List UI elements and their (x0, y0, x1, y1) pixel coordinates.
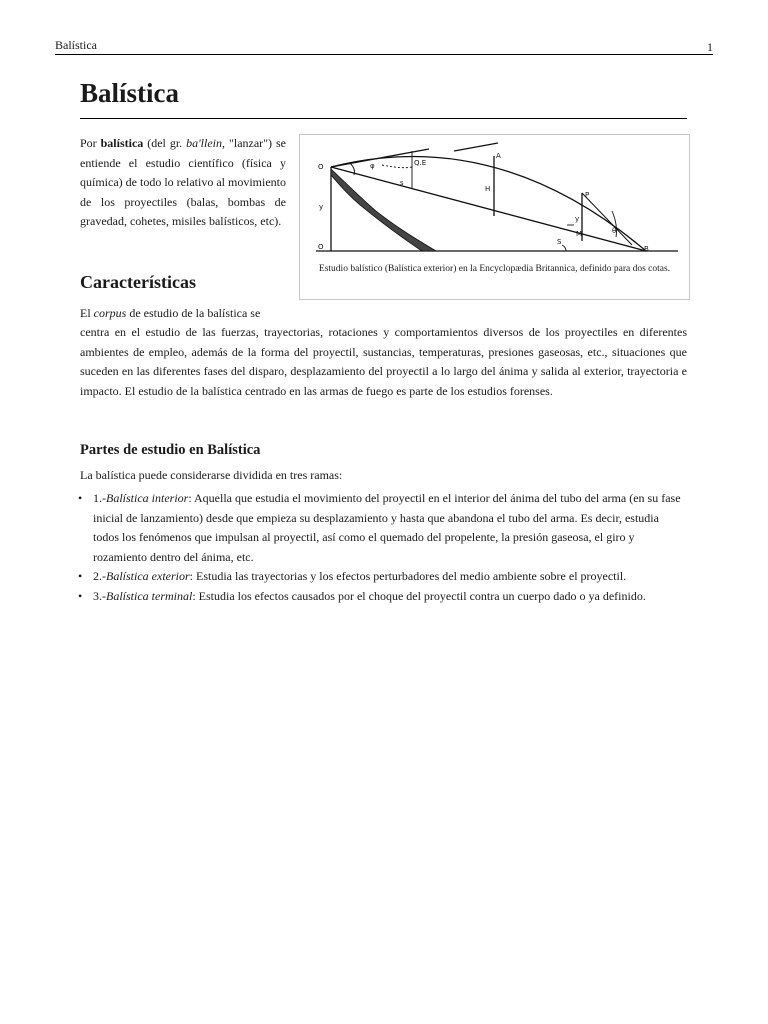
item-number: 2.- (93, 569, 106, 583)
label-y-left: y (319, 203, 324, 211)
chord-p-b (582, 193, 632, 245)
item-text: : Aquella que estudia el movimiento del proyectil en el interior del ánima del tubo del arma (en su fase inicial de lanzamiento) desde que empieza su desplazamiento y hasta que abandona el tubo del arma. Es decir, estudia todos los fenómenos que impulsan al proyectil, así como el quemado del propelente, la presión gaseosa, el giro y rozamiento dentro del ánima, etc. (93, 491, 681, 564)
article-title: Balística (80, 78, 179, 108)
characteristics-paragraph: centra en el estudio de las fuerzas, trayectorias, rotaciones y comportamientos diversos de los proyectiles en diferentes ambientes de empleo, además de la forma del proyectil, sustancias, temperaturas, presiones gaseosas, etc., situaciones que suceden en las diferentes fases del disparo, desplazamiento del proyectil a lo largo del ánima y salida al exterior, trayectoria e impacto. El estudio de la balística centrado en las armas de fuego es parte de los estudios forenses. (80, 325, 687, 398)
label-a: A (496, 152, 501, 160)
characteristics-heading: Características (80, 272, 196, 292)
intro-greek: ba'llein (186, 136, 223, 150)
characteristics-first-line (80, 304, 286, 324)
label-q: Q.E (414, 159, 427, 167)
bullet-glyph: • (78, 588, 83, 603)
list-item (80, 567, 687, 587)
title-divider (80, 118, 687, 119)
item-number: 3.- (93, 588, 106, 603)
intro-paragraph (80, 134, 286, 232)
bullet-glyph: • (78, 491, 83, 505)
label-o-bottom: O (318, 243, 324, 251)
label-y: y (575, 215, 580, 223)
item-text: : Estudia las trayectorias y los efectos perturbadores del medio ambiente sobre el proyectil. (189, 569, 627, 583)
figure-caption: Estudio balístico (Balística exterior) en la Encyclopædia Britannica, definido para dos cotas. (318, 264, 671, 274)
branches-list (80, 489, 687, 606)
angle-arc-s (562, 245, 566, 251)
item-term: Balística exterior (106, 569, 190, 583)
label-b: B (644, 245, 649, 253)
line-of-sight (331, 167, 646, 251)
item-text: : Estudia los efectos causados por el choque del proyectil contra un cuerpo dado o ya definido. (192, 588, 646, 603)
intro-term: balística (100, 136, 144, 150)
tangent-line (454, 143, 498, 151)
item-term: Balística interior (106, 491, 189, 505)
label-s-upper: s (400, 179, 404, 187)
item-term: Balística terminal (106, 588, 193, 603)
label-h: H (485, 185, 491, 193)
trajectory-diagram (312, 141, 678, 257)
running-header (55, 36, 713, 55)
figure-ballistics (299, 134, 690, 300)
dashed-arc (382, 165, 412, 168)
intro-pre: Por (80, 136, 101, 150)
label-o-top: O (318, 163, 324, 171)
label-p: P (585, 191, 590, 199)
item-number: 1.- (93, 491, 106, 505)
running-header-title: Balística (55, 38, 97, 52)
label-m: M (576, 230, 583, 238)
list-item (80, 587, 687, 607)
corpus-post: de estudio de la balística se (126, 306, 261, 320)
bullet-glyph: • (78, 569, 83, 583)
page-number: 1 (707, 40, 713, 54)
label-phi: φ (370, 162, 375, 170)
trajectory-curve (331, 157, 646, 252)
label-s-lower: S (557, 238, 562, 246)
parts-lead: La balística puede considerarse dividida en tres ramas: (80, 468, 343, 482)
intro-mid2: , "lanzar") se entiende el estudio científico (física y química) de todo lo relativo al movimiento de los proyectiles (balas, bombas de gravedad, cohetes, misiles balísticos, etc). (80, 136, 286, 228)
intro-mid1: (del gr. (143, 136, 187, 150)
label-theta: θ (612, 227, 617, 235)
corpus-pre: El (80, 306, 94, 320)
list-item (80, 489, 687, 567)
corpus-term: corpus (93, 306, 127, 320)
parts-heading: Partes de estudio en Balística (80, 442, 261, 458)
